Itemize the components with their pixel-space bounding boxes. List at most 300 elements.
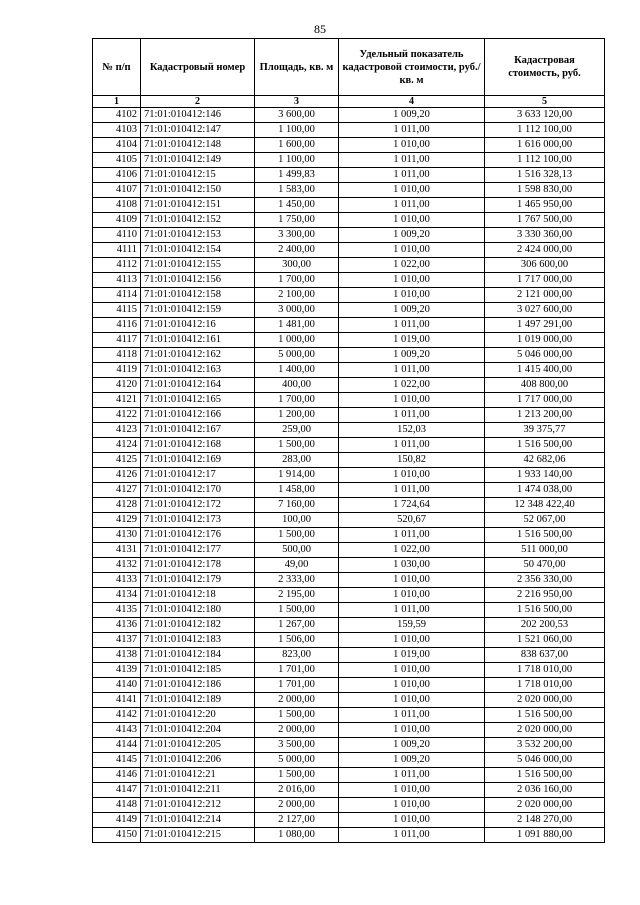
cadastral-value: 202 200,53 bbox=[485, 618, 605, 633]
row-number: 4110 bbox=[93, 228, 141, 243]
cadastral-number: 71:01:010412:180 bbox=[141, 603, 255, 618]
cadastral-number: 71:01:010412:165 bbox=[141, 393, 255, 408]
area-value: 1 200,00 bbox=[255, 408, 339, 423]
cadastral-number: 71:01:010412:152 bbox=[141, 213, 255, 228]
unit-value: 1 010,00 bbox=[339, 138, 485, 153]
cadastral-number: 71:01:010412:172 bbox=[141, 498, 255, 513]
row-number: 4147 bbox=[93, 783, 141, 798]
table-row bbox=[93, 828, 605, 843]
cadastral-value: 3 633 120,00 bbox=[485, 108, 605, 123]
area-value: 1 500,00 bbox=[255, 708, 339, 723]
unit-value: 1 030,00 bbox=[339, 558, 485, 573]
row-number: 4120 bbox=[93, 378, 141, 393]
table-row bbox=[93, 588, 605, 603]
unit-value: 1 010,00 bbox=[339, 393, 485, 408]
unit-value: 1 019,00 bbox=[339, 648, 485, 663]
row-number: 4111 bbox=[93, 243, 141, 258]
unit-value: 1 011,00 bbox=[339, 153, 485, 168]
row-number: 4107 bbox=[93, 183, 141, 198]
cadastral-value: 1 717 000,00 bbox=[485, 393, 605, 408]
cadastral-value: 1 516 500,00 bbox=[485, 768, 605, 783]
area-value: 283,00 bbox=[255, 453, 339, 468]
cadastral-number: 71:01:010412:148 bbox=[141, 138, 255, 153]
column-index: 2 bbox=[141, 96, 255, 108]
table-row bbox=[93, 348, 605, 363]
table-row bbox=[93, 483, 605, 498]
cadastral-number: 71:01:010412:189 bbox=[141, 693, 255, 708]
area-value: 1 458,00 bbox=[255, 483, 339, 498]
unit-value: 1 011,00 bbox=[339, 318, 485, 333]
cadastral-value: 42 682,06 bbox=[485, 453, 605, 468]
table-row bbox=[93, 363, 605, 378]
table-row bbox=[93, 288, 605, 303]
cadastral-value: 1 767 500,00 bbox=[485, 213, 605, 228]
cadastral-value: 1 598 830,00 bbox=[485, 183, 605, 198]
area-value: 1 701,00 bbox=[255, 678, 339, 693]
cadastral-number: 71:01:010412:184 bbox=[141, 648, 255, 663]
unit-value: 1 010,00 bbox=[339, 183, 485, 198]
row-number: 4104 bbox=[93, 138, 141, 153]
row-number: 4112 bbox=[93, 258, 141, 273]
area-value: 1 100,00 bbox=[255, 153, 339, 168]
table-row bbox=[93, 738, 605, 753]
table-body bbox=[93, 108, 605, 843]
area-value: 1 450,00 bbox=[255, 198, 339, 213]
cadastral-number: 71:01:010412:179 bbox=[141, 573, 255, 588]
header-number: № п/п bbox=[93, 39, 141, 96]
cadastral-number: 71:01:010412:17 bbox=[141, 468, 255, 483]
cadastral-number: 71:01:010412:156 bbox=[141, 273, 255, 288]
cadastral-value: 2 020 000,00 bbox=[485, 693, 605, 708]
unit-value: 1 010,00 bbox=[339, 813, 485, 828]
unit-value: 1 010,00 bbox=[339, 243, 485, 258]
cadastral-value: 2 148 270,00 bbox=[485, 813, 605, 828]
row-number: 4119 bbox=[93, 363, 141, 378]
row-number: 4114 bbox=[93, 288, 141, 303]
unit-value: 1 010,00 bbox=[339, 273, 485, 288]
table-row bbox=[93, 168, 605, 183]
cadastral-value: 1 415 400,00 bbox=[485, 363, 605, 378]
cadastral-number: 71:01:010412:177 bbox=[141, 543, 255, 558]
cadastral-number: 71:01:010412:163 bbox=[141, 363, 255, 378]
unit-value: 1 022,00 bbox=[339, 258, 485, 273]
cadastral-value: 3 027 600,00 bbox=[485, 303, 605, 318]
area-value: 49,00 bbox=[255, 558, 339, 573]
table-row bbox=[93, 753, 605, 768]
row-number: 4133 bbox=[93, 573, 141, 588]
cadastral-value: 1 718 010,00 bbox=[485, 663, 605, 678]
area-value: 1 400,00 bbox=[255, 363, 339, 378]
row-number: 4146 bbox=[93, 768, 141, 783]
cadastral-number: 71:01:010412:185 bbox=[141, 663, 255, 678]
row-number: 4124 bbox=[93, 438, 141, 453]
cadastral-number: 71:01:010412:146 bbox=[141, 108, 255, 123]
table-row bbox=[93, 768, 605, 783]
row-number: 4150 bbox=[93, 828, 141, 843]
area-value: 7 160,00 bbox=[255, 498, 339, 513]
table-row bbox=[93, 468, 605, 483]
cadastral-number: 71:01:010412:215 bbox=[141, 828, 255, 843]
cadastral-value: 1 213 200,00 bbox=[485, 408, 605, 423]
row-number: 4144 bbox=[93, 738, 141, 753]
cadastral-number: 71:01:010412:183 bbox=[141, 633, 255, 648]
cadastral-value: 2 424 000,00 bbox=[485, 243, 605, 258]
cadastral-number: 71:01:010412:162 bbox=[141, 348, 255, 363]
unit-value: 1 011,00 bbox=[339, 438, 485, 453]
cadastral-value: 1 718 010,00 bbox=[485, 678, 605, 693]
unit-value: 1 010,00 bbox=[339, 213, 485, 228]
unit-value: 1 011,00 bbox=[339, 603, 485, 618]
column-index: 4 bbox=[339, 96, 485, 108]
cadastral-number: 71:01:010412:159 bbox=[141, 303, 255, 318]
area-value: 1 700,00 bbox=[255, 393, 339, 408]
area-value: 1 100,00 bbox=[255, 123, 339, 138]
area-value: 2 400,00 bbox=[255, 243, 339, 258]
cadastral-number: 71:01:010412:169 bbox=[141, 453, 255, 468]
table-row bbox=[93, 453, 605, 468]
cadastral-value: 1 516 500,00 bbox=[485, 528, 605, 543]
row-number: 4105 bbox=[93, 153, 141, 168]
unit-value: 1 022,00 bbox=[339, 543, 485, 558]
unit-value: 1 010,00 bbox=[339, 468, 485, 483]
area-value: 1 506,00 bbox=[255, 633, 339, 648]
cadastral-value: 1 516 328,13 bbox=[485, 168, 605, 183]
cadastral-value: 306 600,00 bbox=[485, 258, 605, 273]
table-row bbox=[93, 108, 605, 123]
row-number: 4149 bbox=[93, 813, 141, 828]
area-value: 1 080,00 bbox=[255, 828, 339, 843]
area-value: 1 701,00 bbox=[255, 663, 339, 678]
area-value: 2 000,00 bbox=[255, 798, 339, 813]
cadastral-value: 39 375,77 bbox=[485, 423, 605, 438]
cadastral-value: 1 091 880,00 bbox=[485, 828, 605, 843]
cadastral-number: 71:01:010412:15 bbox=[141, 168, 255, 183]
unit-value: 1 010,00 bbox=[339, 288, 485, 303]
cadastral-number: 71:01:010412:212 bbox=[141, 798, 255, 813]
area-value: 1 000,00 bbox=[255, 333, 339, 348]
cadastral-value: 52 067,00 bbox=[485, 513, 605, 528]
table-row bbox=[93, 228, 605, 243]
area-value: 1 600,00 bbox=[255, 138, 339, 153]
area-value: 5 000,00 bbox=[255, 753, 339, 768]
row-number: 4103 bbox=[93, 123, 141, 138]
unit-value: 1 724,64 bbox=[339, 498, 485, 513]
row-number: 4139 bbox=[93, 663, 141, 678]
area-value: 2 333,00 bbox=[255, 573, 339, 588]
row-number: 4128 bbox=[93, 498, 141, 513]
area-value: 300,00 bbox=[255, 258, 339, 273]
table-row bbox=[93, 408, 605, 423]
row-number: 4143 bbox=[93, 723, 141, 738]
unit-value: 1 019,00 bbox=[339, 333, 485, 348]
cadastral-number: 71:01:010412:20 bbox=[141, 708, 255, 723]
area-value: 823,00 bbox=[255, 648, 339, 663]
table-row bbox=[93, 183, 605, 198]
table-row bbox=[93, 603, 605, 618]
cadastral-number: 71:01:010412:186 bbox=[141, 678, 255, 693]
cadastral-value: 3 532 200,00 bbox=[485, 738, 605, 753]
area-value: 1 500,00 bbox=[255, 528, 339, 543]
table-row bbox=[93, 123, 605, 138]
table-row bbox=[93, 333, 605, 348]
table-row bbox=[93, 138, 605, 153]
unit-value: 1 009,20 bbox=[339, 108, 485, 123]
cadastral-value: 1 516 500,00 bbox=[485, 438, 605, 453]
header-cadastral-value: Кадастровая стоимость, руб. bbox=[485, 39, 605, 96]
area-value: 500,00 bbox=[255, 543, 339, 558]
unit-value: 1 011,00 bbox=[339, 708, 485, 723]
cadastral-value: 5 046 000,00 bbox=[485, 348, 605, 363]
area-value: 2 195,00 bbox=[255, 588, 339, 603]
unit-value: 1 011,00 bbox=[339, 768, 485, 783]
cadastral-number: 71:01:010412:164 bbox=[141, 378, 255, 393]
row-number: 4106 bbox=[93, 168, 141, 183]
table-row bbox=[93, 543, 605, 558]
cadastral-number: 71:01:010412:150 bbox=[141, 183, 255, 198]
cadastral-number: 71:01:010412:18 bbox=[141, 588, 255, 603]
table-row bbox=[93, 723, 605, 738]
table-row bbox=[93, 243, 605, 258]
cadastral-value: 5 046 000,00 bbox=[485, 753, 605, 768]
table-row bbox=[93, 318, 605, 333]
cadastral-number: 71:01:010412:149 bbox=[141, 153, 255, 168]
unit-value: 1 010,00 bbox=[339, 783, 485, 798]
area-value: 3 300,00 bbox=[255, 228, 339, 243]
area-value: 2 016,00 bbox=[255, 783, 339, 798]
cadastral-value: 1 616 000,00 bbox=[485, 138, 605, 153]
area-value: 1 500,00 bbox=[255, 603, 339, 618]
unit-value: 1 009,20 bbox=[339, 348, 485, 363]
table-row bbox=[93, 423, 605, 438]
area-value: 2 000,00 bbox=[255, 723, 339, 738]
row-number: 4131 bbox=[93, 543, 141, 558]
cadastral-number: 71:01:010412:166 bbox=[141, 408, 255, 423]
unit-value: 1 011,00 bbox=[339, 123, 485, 138]
table-row bbox=[93, 798, 605, 813]
cadastral-value: 511 000,00 bbox=[485, 543, 605, 558]
area-value: 1 500,00 bbox=[255, 438, 339, 453]
table-row bbox=[93, 213, 605, 228]
cadastral-value: 1 474 038,00 bbox=[485, 483, 605, 498]
row-number: 4148 bbox=[93, 798, 141, 813]
cadastral-value: 12 348 422,40 bbox=[485, 498, 605, 513]
table-row bbox=[93, 528, 605, 543]
row-number: 4134 bbox=[93, 588, 141, 603]
row-number: 4141 bbox=[93, 693, 141, 708]
unit-value: 1 011,00 bbox=[339, 483, 485, 498]
cadastral-value: 1 516 500,00 bbox=[485, 708, 605, 723]
unit-value: 1 009,20 bbox=[339, 753, 485, 768]
row-number: 4130 bbox=[93, 528, 141, 543]
area-value: 400,00 bbox=[255, 378, 339, 393]
unit-value: 1 011,00 bbox=[339, 828, 485, 843]
cadastral-value: 2 020 000,00 bbox=[485, 798, 605, 813]
column-index: 3 bbox=[255, 96, 339, 108]
unit-value: 1 011,00 bbox=[339, 363, 485, 378]
cadastral-number: 71:01:010412:154 bbox=[141, 243, 255, 258]
cadastral-value: 2 121 000,00 bbox=[485, 288, 605, 303]
table-row bbox=[93, 618, 605, 633]
table-row bbox=[93, 573, 605, 588]
cadastral-value: 1 497 291,00 bbox=[485, 318, 605, 333]
area-value: 2 127,00 bbox=[255, 813, 339, 828]
area-value: 5 000,00 bbox=[255, 348, 339, 363]
table-row bbox=[93, 783, 605, 798]
cadastral-number: 71:01:010412:211 bbox=[141, 783, 255, 798]
unit-value: 1 022,00 bbox=[339, 378, 485, 393]
row-number: 4127 bbox=[93, 483, 141, 498]
cadastral-value: 838 637,00 bbox=[485, 648, 605, 663]
header-row bbox=[93, 39, 605, 96]
column-index: 1 bbox=[93, 96, 141, 108]
table-row bbox=[93, 438, 605, 453]
table-row bbox=[93, 378, 605, 393]
cadastral-value: 1 112 100,00 bbox=[485, 123, 605, 138]
cadastral-value: 1 516 500,00 bbox=[485, 603, 605, 618]
cadastral-number: 71:01:010412:205 bbox=[141, 738, 255, 753]
area-value: 3 000,00 bbox=[255, 303, 339, 318]
cadastral-number: 71:01:010412:147 bbox=[141, 123, 255, 138]
row-number: 4108 bbox=[93, 198, 141, 213]
table-row bbox=[93, 633, 605, 648]
unit-value: 1 010,00 bbox=[339, 573, 485, 588]
header-cadastral-number: Кадастровый номер bbox=[141, 39, 255, 96]
area-value: 1 481,00 bbox=[255, 318, 339, 333]
cadastral-value: 408 800,00 bbox=[485, 378, 605, 393]
table-row bbox=[93, 198, 605, 213]
cadastral-value: 3 330 360,00 bbox=[485, 228, 605, 243]
table-row bbox=[93, 303, 605, 318]
area-value: 3 600,00 bbox=[255, 108, 339, 123]
cadastral-number: 71:01:010412:214 bbox=[141, 813, 255, 828]
area-value: 259,00 bbox=[255, 423, 339, 438]
cadastral-number: 71:01:010412:155 bbox=[141, 258, 255, 273]
header-unit-value: Удельный показатель кадастровой стоимости, руб./кв. м bbox=[339, 39, 485, 96]
cadastral-value: 1 465 950,00 bbox=[485, 198, 605, 213]
cadastral-value: 1 521 060,00 bbox=[485, 633, 605, 648]
unit-value: 1 011,00 bbox=[339, 168, 485, 183]
row-number: 4138 bbox=[93, 648, 141, 663]
unit-value: 1 011,00 bbox=[339, 408, 485, 423]
area-value: 1 499,83 bbox=[255, 168, 339, 183]
cadastral-value: 2 216 950,00 bbox=[485, 588, 605, 603]
row-number: 4121 bbox=[93, 393, 141, 408]
row-number: 4118 bbox=[93, 348, 141, 363]
row-number: 4140 bbox=[93, 678, 141, 693]
area-value: 1 700,00 bbox=[255, 273, 339, 288]
row-number: 4132 bbox=[93, 558, 141, 573]
unit-value: 1 009,20 bbox=[339, 738, 485, 753]
cadastral-number: 71:01:010412:168 bbox=[141, 438, 255, 453]
row-number: 4125 bbox=[93, 453, 141, 468]
cadastral-number: 71:01:010412:16 bbox=[141, 318, 255, 333]
area-value: 100,00 bbox=[255, 513, 339, 528]
unit-value: 1 010,00 bbox=[339, 588, 485, 603]
table-row bbox=[93, 648, 605, 663]
table-row bbox=[93, 273, 605, 288]
cadastral-number: 71:01:010412:173 bbox=[141, 513, 255, 528]
unit-value: 1 010,00 bbox=[339, 663, 485, 678]
table-row bbox=[93, 663, 605, 678]
cadastral-number: 71:01:010412:153 bbox=[141, 228, 255, 243]
unit-value: 1 010,00 bbox=[339, 723, 485, 738]
area-value: 1 500,00 bbox=[255, 768, 339, 783]
table-row bbox=[93, 393, 605, 408]
area-value: 2 000,00 bbox=[255, 693, 339, 708]
cadastral-number: 71:01:010412:21 bbox=[141, 768, 255, 783]
table-row bbox=[93, 693, 605, 708]
unit-value: 1 009,20 bbox=[339, 228, 485, 243]
unit-value: 520,67 bbox=[339, 513, 485, 528]
cadastral-value: 2 356 330,00 bbox=[485, 573, 605, 588]
table-row bbox=[93, 258, 605, 273]
cadastral-number: 71:01:010412:204 bbox=[141, 723, 255, 738]
header-area: Площадь, кв. м bbox=[255, 39, 339, 96]
unit-value: 1 009,20 bbox=[339, 303, 485, 318]
cadastral-number: 71:01:010412:151 bbox=[141, 198, 255, 213]
area-value: 1 750,00 bbox=[255, 213, 339, 228]
row-number: 4145 bbox=[93, 753, 141, 768]
cadastral-value: 50 470,00 bbox=[485, 558, 605, 573]
column-index: 5 bbox=[485, 96, 605, 108]
table-row bbox=[93, 678, 605, 693]
unit-value: 1 010,00 bbox=[339, 798, 485, 813]
unit-value: 1 010,00 bbox=[339, 633, 485, 648]
cadastral-number: 71:01:010412:176 bbox=[141, 528, 255, 543]
row-number: 4113 bbox=[93, 273, 141, 288]
cadastral-value: 1 019 000,00 bbox=[485, 333, 605, 348]
row-number: 4102 bbox=[93, 108, 141, 123]
cadastral-number: 71:01:010412:182 bbox=[141, 618, 255, 633]
table-row bbox=[93, 813, 605, 828]
area-value: 2 100,00 bbox=[255, 288, 339, 303]
row-number: 4137 bbox=[93, 633, 141, 648]
unit-value: 1 011,00 bbox=[339, 198, 485, 213]
row-number: 4122 bbox=[93, 408, 141, 423]
row-number: 4115 bbox=[93, 303, 141, 318]
area-value: 1 583,00 bbox=[255, 183, 339, 198]
page-number: 85 bbox=[314, 22, 326, 36]
cadastral-value: 2 036 160,00 bbox=[485, 783, 605, 798]
row-number: 4126 bbox=[93, 468, 141, 483]
row-number: 4123 bbox=[93, 423, 141, 438]
area-value: 1 267,00 bbox=[255, 618, 339, 633]
unit-value: 159,59 bbox=[339, 618, 485, 633]
unit-value: 150,82 bbox=[339, 453, 485, 468]
cadastral-value: 1 717 000,00 bbox=[485, 273, 605, 288]
table-header bbox=[93, 39, 605, 108]
cadastral-number: 71:01:010412:161 bbox=[141, 333, 255, 348]
cadastral-number: 71:01:010412:167 bbox=[141, 423, 255, 438]
row-number: 4117 bbox=[93, 333, 141, 348]
unit-value: 1 011,00 bbox=[339, 528, 485, 543]
table-row bbox=[93, 558, 605, 573]
table-row bbox=[93, 513, 605, 528]
row-number: 4135 bbox=[93, 603, 141, 618]
row-number: 4116 bbox=[93, 318, 141, 333]
row-number: 4109 bbox=[93, 213, 141, 228]
cadastral-value: 2 020 000,00 bbox=[485, 723, 605, 738]
cadastral-value-table bbox=[92, 38, 605, 843]
cadastral-value: 1 112 100,00 bbox=[485, 153, 605, 168]
cadastral-value: 1 933 140,00 bbox=[485, 468, 605, 483]
cadastral-number: 71:01:010412:178 bbox=[141, 558, 255, 573]
row-number: 4136 bbox=[93, 618, 141, 633]
cadastral-number: 71:01:010412:206 bbox=[141, 753, 255, 768]
unit-value: 1 010,00 bbox=[339, 693, 485, 708]
area-value: 1 914,00 bbox=[255, 468, 339, 483]
unit-value: 152,03 bbox=[339, 423, 485, 438]
